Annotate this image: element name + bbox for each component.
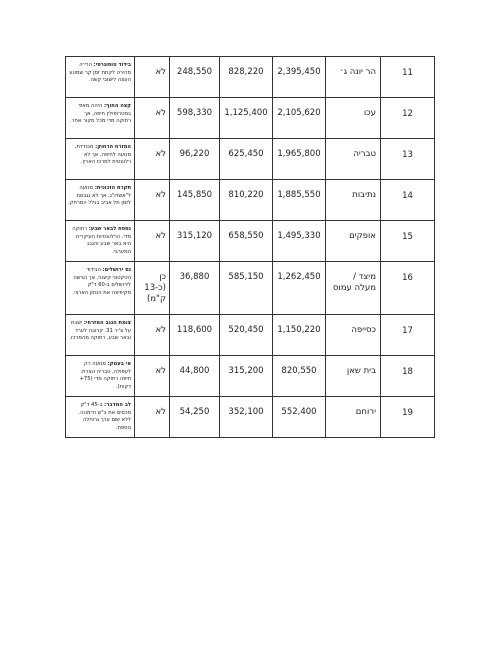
value-cell-1-text: 1,262,450 xyxy=(277,272,321,282)
value-cell-2 xyxy=(220,356,273,397)
table-row xyxy=(66,180,435,221)
settlement-name-text: מיצד / מעלה עמוס xyxy=(332,272,376,293)
value-cell-2-text: 1,125,400 xyxy=(224,108,268,118)
value-cell-3-text: 248,550 xyxy=(176,67,213,77)
settlement-name-text: בית שאן xyxy=(346,366,376,376)
note-body: ישבת על צ'יר 31. קרובה לערד ובאר שבע, רחוקה מהמרכז. xyxy=(69,320,131,342)
note-heading: המזרח הרחוק: xyxy=(95,144,131,150)
value-cell-2-text: 625,450 xyxy=(228,149,264,159)
note-body: רחוקה מדי. הרלוונטיות העיקרית היא באר שבע והנגב המערבי. xyxy=(72,226,131,255)
value-cell-2-text: 352,100 xyxy=(228,407,264,417)
row-number-text: 11 xyxy=(402,68,413,78)
settlement-name xyxy=(326,180,381,221)
answer-cell xyxy=(135,98,170,139)
answer-cell-text: לא xyxy=(155,325,166,335)
value-cell-3 xyxy=(170,397,220,438)
row-number-text: 12 xyxy=(402,109,413,119)
value-cell-1-text: 1,495,330 xyxy=(277,231,321,241)
note-body: הבידוד הטקטוני קיצוני, אך הגישה לירושלים ב-60 ד"ק מקיפיצה את הנתון הארצי. xyxy=(72,267,131,296)
value-cell-1-text: 1,885,550 xyxy=(277,190,321,200)
table-row xyxy=(66,356,435,397)
row-number-text: 15 xyxy=(402,232,413,242)
value-cell-1 xyxy=(273,57,326,98)
note-text xyxy=(66,180,134,208)
note-heading: תקרת הזכוכית: xyxy=(94,185,131,191)
value-cell-3-text: 118,600 xyxy=(176,325,213,335)
answer-cell xyxy=(135,57,170,98)
row-number xyxy=(381,139,435,180)
value-cell-3 xyxy=(170,262,220,315)
value-cell-1-text: 1,150,220 xyxy=(277,325,321,335)
row-number-text: 18 xyxy=(402,367,413,377)
table-row xyxy=(66,98,435,139)
value-cell-3 xyxy=(170,180,220,221)
settlement-name xyxy=(326,262,381,315)
note-text xyxy=(66,139,134,167)
note-cell xyxy=(66,180,135,221)
value-cell-3-text: 96,220 xyxy=(179,149,210,159)
value-cell-2-text: 520,450 xyxy=(228,325,264,335)
value-cell-2-text: 658,550 xyxy=(228,231,264,241)
settlement-name-text: ירוחם xyxy=(355,407,376,417)
row-number-text: 17 xyxy=(402,326,413,336)
row-number xyxy=(381,397,435,438)
answer-cell-text: כן (כ-13 ק"מ) xyxy=(144,272,166,304)
answer-cell xyxy=(135,221,170,262)
row-number-text: 14 xyxy=(402,191,413,201)
settlement-name xyxy=(326,98,381,139)
value-cell-1-text: 2,105,620 xyxy=(277,108,321,118)
settlement-name-text: נתיבות xyxy=(352,190,376,200)
note-cell xyxy=(66,315,135,356)
value-cell-1-text: 552,400 xyxy=(281,407,317,417)
value-cell-2 xyxy=(220,262,273,315)
table-row xyxy=(66,139,435,180)
settlement-name xyxy=(326,57,381,98)
note-body: מנועה ל"אשדו"ג, אך לא נגבסת לזמן תל אביב בגלל המרחק. xyxy=(68,185,131,207)
value-cell-2 xyxy=(220,180,273,221)
row-number xyxy=(381,262,435,315)
note-cell xyxy=(66,139,135,180)
note-cell xyxy=(66,98,135,139)
note-heading: צומת הנגב המזרחי: xyxy=(83,320,131,326)
settlement-name-text: כסייפה xyxy=(351,325,376,335)
settlement-name-text: טבריה xyxy=(353,149,376,159)
value-cell-3-text: 36,880 xyxy=(179,272,210,282)
value-cell-1 xyxy=(273,221,326,262)
note-text xyxy=(66,57,134,85)
value-cell-1-text: 1,965,800 xyxy=(277,149,321,159)
value-cell-3-text: 598,330 xyxy=(176,108,213,118)
value-cell-3 xyxy=(170,356,220,397)
answer-cell xyxy=(135,139,170,180)
value-cell-3-text: 315,120 xyxy=(176,231,213,241)
answer-cell xyxy=(135,315,170,356)
note-cell xyxy=(66,221,135,262)
note-cell xyxy=(66,356,135,397)
row-number xyxy=(381,315,435,356)
answer-cell xyxy=(135,397,170,438)
answer-cell-text: לא xyxy=(155,67,166,77)
note-body: מנועה רק לעפולה, טבריה ונצרת. חיפה רחוקה מדי (75+ דקות). xyxy=(79,361,131,390)
value-cell-1-text: 820,550 xyxy=(281,366,317,376)
table-row xyxy=(66,221,435,262)
settlement-name-text: הר יונה ג׳ xyxy=(340,67,376,77)
answer-cell-text: לא xyxy=(155,407,166,417)
row-number xyxy=(381,356,435,397)
answer-cell xyxy=(135,180,170,221)
note-heading: אי בעמק: xyxy=(107,361,131,367)
note-cell xyxy=(66,57,135,98)
value-cell-3 xyxy=(170,315,220,356)
note-text xyxy=(66,315,134,343)
row-number xyxy=(381,180,435,221)
settlement-name-text: אופקים xyxy=(349,231,376,241)
note-text xyxy=(66,356,134,391)
settlement-name xyxy=(326,397,381,438)
answer-cell xyxy=(135,356,170,397)
note-heading: לב המדבר: xyxy=(104,402,131,408)
value-cell-3 xyxy=(170,139,220,180)
value-cell-2 xyxy=(220,57,273,98)
value-cell-3 xyxy=(170,98,220,139)
value-cell-1-text: 2,395,450 xyxy=(277,67,321,77)
value-cell-1 xyxy=(273,397,326,438)
value-cell-1 xyxy=(273,356,326,397)
settlement-name-text: עכו xyxy=(363,108,376,118)
value-cell-1 xyxy=(273,180,326,221)
row-number xyxy=(381,57,435,98)
settlement-name xyxy=(326,315,381,356)
table-row xyxy=(66,57,435,98)
data-table xyxy=(65,56,435,438)
answer-cell-text: לא xyxy=(155,366,166,376)
value-cell-1 xyxy=(273,98,326,139)
settlement-name xyxy=(326,356,381,397)
value-cell-3 xyxy=(170,57,220,98)
table-body xyxy=(66,57,435,438)
note-text xyxy=(66,397,134,432)
settlement-name xyxy=(326,139,381,180)
table-row xyxy=(66,397,435,438)
row-number-text: 13 xyxy=(402,150,413,160)
row-number xyxy=(381,98,435,139)
value-cell-1 xyxy=(273,315,326,356)
note-cell xyxy=(66,397,135,438)
note-body: הרי־ה מהירה לקתת זמן קר שמונע העצה לישובי קשה. xyxy=(69,62,131,84)
value-cell-2 xyxy=(220,397,273,438)
note-heading: בידוד טופוגרפי: xyxy=(93,62,131,68)
value-cell-3-text: 54,250 xyxy=(179,407,210,417)
row-number xyxy=(381,221,435,262)
value-cell-2 xyxy=(220,139,273,180)
answer-cell xyxy=(135,262,170,315)
note-text xyxy=(66,98,134,126)
value-cell-1 xyxy=(273,139,326,180)
row-number-text: 16 xyxy=(402,273,413,283)
note-heading: נס ירושלים: xyxy=(102,267,131,273)
value-cell-2-text: 810,220 xyxy=(228,190,264,200)
note-body: היהה מאוד במטרופולין חיפה, אך רחוקה מדי מכל מקור אחר. xyxy=(69,103,131,125)
value-cell-3-text: 44,800 xyxy=(179,366,210,376)
value-cell-3-text: 145,850 xyxy=(176,190,213,200)
value-cell-2-text: 828,220 xyxy=(228,67,264,77)
value-cell-1 xyxy=(273,262,326,315)
note-text xyxy=(66,221,134,256)
value-cell-2-text: 315,200 xyxy=(228,366,264,376)
value-cell-2-text: 585,150 xyxy=(228,272,264,282)
table-row xyxy=(66,262,435,315)
value-cell-2 xyxy=(220,98,273,139)
note-heading: קצה החוף: xyxy=(103,103,131,109)
answer-cell-text: לא xyxy=(155,149,166,159)
row-number-text: 19 xyxy=(402,408,413,418)
note-body: ב-45 ד"ק מכסים את ב"ש ודימונה. ללא שום ערך גרוחלה נוספת. xyxy=(78,402,131,431)
value-cell-2 xyxy=(220,315,273,356)
answer-cell-text: לא xyxy=(155,190,166,200)
value-cell-3 xyxy=(170,221,220,262)
answer-cell-text: לא xyxy=(155,231,166,241)
note-heading: נספח לבאר שבע: xyxy=(88,226,131,232)
note-cell xyxy=(66,262,135,315)
answer-cell-text: לא xyxy=(155,108,166,118)
settlement-name xyxy=(326,221,381,262)
value-cell-2 xyxy=(220,221,273,262)
note-text xyxy=(66,262,134,297)
note-body: מבודדת, מנועה לחיפה, אך לא רלוונטית למרכז הארץ. xyxy=(74,144,131,166)
table-row xyxy=(66,315,435,356)
